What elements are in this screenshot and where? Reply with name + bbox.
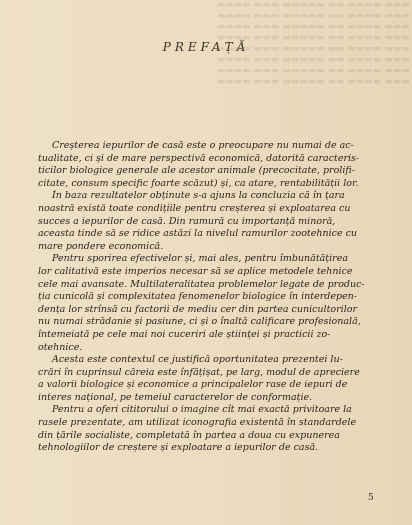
text-line: a valorii biologice și economice a principalelor rase de iepuri de bbox=[38, 379, 348, 391]
preface-body bbox=[38, 140, 374, 455]
text-line: În baza rezultatelor obținute s-a ajuns la concluzia că în țara bbox=[52, 190, 345, 202]
text-line: aceasta tinde să se ridice astăzi la nivelul ramurilor zootehnice cu bbox=[38, 228, 358, 240]
text-line: cele mai avansate. Multilateralitatea problemelor legate de produc- bbox=[38, 278, 365, 290]
show-through-text-decoration: ▬▬▬ ▬▬▬▬ ▬▬ ▬▬▬▬▬ ▬▬▬ ▬▬▬▬ ▬▬▬ ▬▬▬▬ ▬▬ ▬▬▬▬▬ ▬▬▬ ▬▬▬▬ ▬▬▬ ▬▬▬▬ ▬▬ ▬▬▬▬▬ ▬▬▬ ▬▬▬▬ ▬▬▬ ▬▬▬▬ ▬▬ ▬▬▬▬▬ ▬▬▬ ▬▬▬▬ ▬▬▬ ▬▬▬▬ ▬▬ ▬▬▬▬▬ ▬▬▬ ▬▬▬▬ ▬▬▬ ▬▬▬▬ ▬▬ ▬▬▬▬▬ ▬▬▬ ▬▬▬▬ ▬▬▬ ▬▬▬▬ ▬▬ ▬▬▬▬▬ ▬▬▬ ▬▬▬▬ ▬▬▬ ▬▬▬▬ ▬▬ ▬▬▬▬▬ ▬▬▬ ▬▬▬▬ bbox=[217, 0, 410, 87]
text-line: otehnice. bbox=[38, 341, 83, 353]
text-line: rasele prezentate, am utilizat iconografia existentă în standardele bbox=[38, 417, 357, 429]
text-line: tehnologiilor de creștere și exploatare a iepurilor de casă. bbox=[38, 442, 319, 454]
text-line: Pentru a oferi cititorului o imagine cît mai exactă privitoare la bbox=[52, 404, 352, 416]
text-line: întemeiată pe cele mai noi cuceriri ale științei și practicii zo- bbox=[38, 328, 331, 340]
text-line: lor calitativă este imperios necesar să se aplice metodele tehnice bbox=[38, 265, 353, 277]
text-line: Pentru sporirea efectivelor și, mai ales, pentru îmbunătățirea bbox=[52, 253, 348, 265]
page-title: PREFAȚĂ bbox=[162, 40, 250, 54]
text-line: ția cunicolă și complexitatea fenomenelor biologice în interdepen- bbox=[38, 291, 358, 303]
text-line: tualitate, ci și de mare perspectivă economică, datorită caracteris- bbox=[38, 152, 360, 164]
page-number: 5 bbox=[368, 493, 374, 503]
text-line: ticilor biologice generale ale acestor animale (precocitate, prolifi- bbox=[38, 165, 355, 177]
text-line: mare pondere economică. bbox=[38, 240, 164, 252]
text-line: Creșterea iepurilor de casă este o preocupare nu numai de ac- bbox=[52, 140, 354, 151]
text-line: nu numai strădanie și pasiune, ci și o înaltă calificare profesională, bbox=[38, 316, 361, 328]
text-line: interes național, pe temeiul caracterelor de conformație. bbox=[38, 391, 313, 403]
text-line: citate, consum specific foarte scăzut) și, ca atare, rentabilității lor. bbox=[38, 177, 359, 189]
text-line: succes a iepurilor de casă. Din ramură cu importanță minoră, bbox=[38, 215, 336, 227]
text-line: noastră există toate condițiile pentru creșterea și exploatarea cu bbox=[38, 202, 351, 214]
text-line: dența lor strînsă cu factorii de mediu cer din partea cunicultorilor bbox=[38, 303, 357, 315]
text-line: crări în cuprinsul căreia este înfățișat, pe larg, modul de apreciere bbox=[38, 366, 360, 378]
text-line: Acesta este contextul ce justifică oportunitatea prezentei lu- bbox=[52, 354, 343, 366]
text-line: din țările socialiste, completată în partea a doua cu expunerea bbox=[38, 429, 340, 441]
